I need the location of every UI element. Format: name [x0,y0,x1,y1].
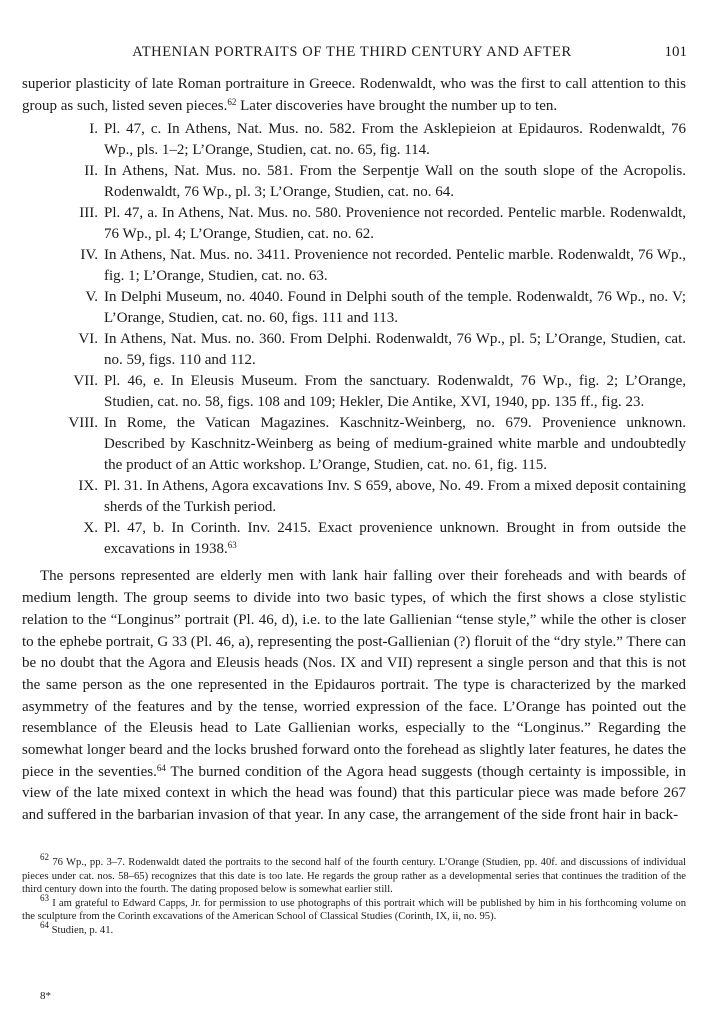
catalogue-entry [22,413,686,476]
footnote-ref: 63 [227,540,237,551]
entry-text: Pl. 47, c. In Athens, Nat. Mus. no. 582. From the Asklepieion at Epidauros. Rodenwaldt, 76 Wp., pls. 1–2; L’Orange, Studien, cat. no. 65, fig. 114. [104,121,686,159]
entry-text: Pl. 46, e. In Eleusis Museum. From the sanctuary. Rodenwaldt, 76 Wp., fig. 2; L’Orange, Studien, cat. no. 58, figs. 108 and 109; Hekler, Die Antike, XVI, 1940, pp. 135 ff., fig. 23. [104,373,686,411]
entry-number: IV. [80,247,98,264]
intro-text: superior plasticity of late Roman portraiture in Greece. Rodenwaldt, who was the first to call attention to this group as such, listed seven pieces. [22,76,686,114]
intro-paragraph [22,74,686,117]
entry-number: IX. [78,478,98,495]
entry-text: In Rome, the Vatican Magazines. Kaschnitz-Weinberg, no. 679. Provenience unknown. Described by Kaschnitz-Weinberg as being of medium-grained white marble and undoubtedly the product of an Attic workshop. L’Orange, Studien, cat. no. 61, fig. 115. [104,415,686,474]
entry-number: III. [79,205,98,222]
footnote [22,919,686,938]
entry-number: I. [89,121,98,138]
footnote [22,892,686,924]
entry-text: In Delphi Museum, no. 4040. Found in Delphi south of the temple. Rodenwaldt, 76 Wp., no. V; L’Orange, Studien, cat. no. 60, figs. 111 and 113. [104,289,686,327]
footnote-text: Studien, p. 41. [51,924,114,936]
entry-text: Pl. 47, b. In Corinth. Inv. 2415. Exact provenience unknown. Brought in from outside the excavations in 1938. [104,520,686,558]
catalogue-entry [22,245,686,287]
entry-number: VII. [73,373,98,390]
intro-text-cont: Later discoveries have brought the number up to ten. [236,97,558,114]
catalogue-entry [22,329,686,371]
catalogue-entry [22,287,686,329]
entry-number: VI. [78,331,98,348]
footnote-text: I am grateful to Edward Capps, Jr. for permission to use photographs of this portrait which will be published by him in his forthcoming volume on the sculpture from the Corinth excavations of the American School of Classical Studies (Corinth, IX, ii, no. 95). [22,897,686,923]
catalogue-entry [22,371,686,413]
entry-number: VIII. [68,415,98,432]
page-number: 101 [664,44,687,60]
running-title: ATHENIAN PORTRAITS OF THE THIRD CENTURY AND AFTER [132,44,572,60]
signature-mark: 8* [40,990,51,1002]
body-paragraph [22,566,686,826]
entry-text: In Athens, Nat. Mus. no. 3411. Provenience not recorded. Pentelic marble. Rodenwaldt, 76 Wp., fig. 1; L’Orange, Studien, cat. no. 63. [104,247,686,285]
footnote-marker: 63 [40,892,49,903]
footnote [22,852,686,897]
footnote-ref: 64 [156,762,166,773]
entry-number: X. [83,520,98,537]
entry-number: V. [85,289,98,306]
entry-text: Pl. 47, a. In Athens, Nat. Mus. no. 580. Provenience not recorded. Pentelic marble. Rodenwaldt, 76 Wp., pl. 4; L’Orange, Studien, cat. no. 62. [104,205,686,243]
paragraph-text: The persons represented are elderly men with lank hair falling over their foreheads and with beards of medium length. The group seems to divide into two basic types, of which the first shows a close stylistic relation to the “Longinus” portrait (Pl. 46, d), i.e. to the late Gallienian “tense style,” while the other is closer to the ephebe portrait, G 33 (Pl. 46, a), representing the post-Gallienian (?) floruit of the “dry style.” There can be no doubt that the Agora and Eleusis heads (Nos. IX and VII) represent a single person and that this is not the same person as the one represented in the Epidauros portrait. The type is characterized by the marked asymmetry of the features and by the tense, worried expression of the face. L’Orange has pointed out the resemblance of the Eleusis head to Late Gallienian works, especially to the “Longinus.” Regarding the somewhat longer beard and the locks brushed forward onto the forehead as slightly later features, he dates the piece in the seventies. [22,568,686,780]
footnote-marker: 62 [40,852,49,862]
footnote-ref: 62 [227,96,237,107]
main-text [22,74,686,827]
catalogue-entry [22,161,686,203]
footnotes [22,852,686,938]
catalogue-entry [22,203,686,245]
footnote-text: 76 Wp., pp. 3–7. Rodenwaldt dated the portraits to the second half of the fourth century. L’Orange (Studien, pp. 40f. and discussions of individual pieces under cat. nos. 58–65) recognizes that this date is too late. He regards the group rather as a developmental series that continues the tradition of the third century down into the fourth. The dating proposed below is somewhat earlier still. [22,857,686,896]
catalogue-list [22,119,686,560]
footnote-marker: 64 [40,919,49,930]
catalogue-entry [22,119,686,161]
paragraph-text-cont: The burned condition of the Agora head suggests (though certainty is impossible, in view of the late mixed context in which the head was found) that this particular piece was made before 267 and suffered in the barbarian invasion of that year. In any case, the arrangement of the side front hair in back- [22,763,686,824]
entry-text: In Athens, Nat. Mus. no. 581. From the Serpentje Wall on the south slope of the Acropolis. Rodenwaldt, 76 Wp., pl. 3; L’Orange, Studien, cat. no. 64. [104,163,686,201]
entry-text: In Athens, Nat. Mus. no. 360. From Delphi. Rodenwaldt, 76 Wp., pl. 5; L’Orange, Studien, cat. no. 59, figs. 110 and 112. [104,331,686,369]
entry-number: II. [84,163,98,180]
entry-text: Pl. 31. In Athens, Agora excavations Inv. S 659, above, No. 49. From a mixed deposit containing sherds of the Turkish period. [104,478,686,516]
catalogue-entry [22,518,686,560]
catalogue-entry [22,476,686,518]
